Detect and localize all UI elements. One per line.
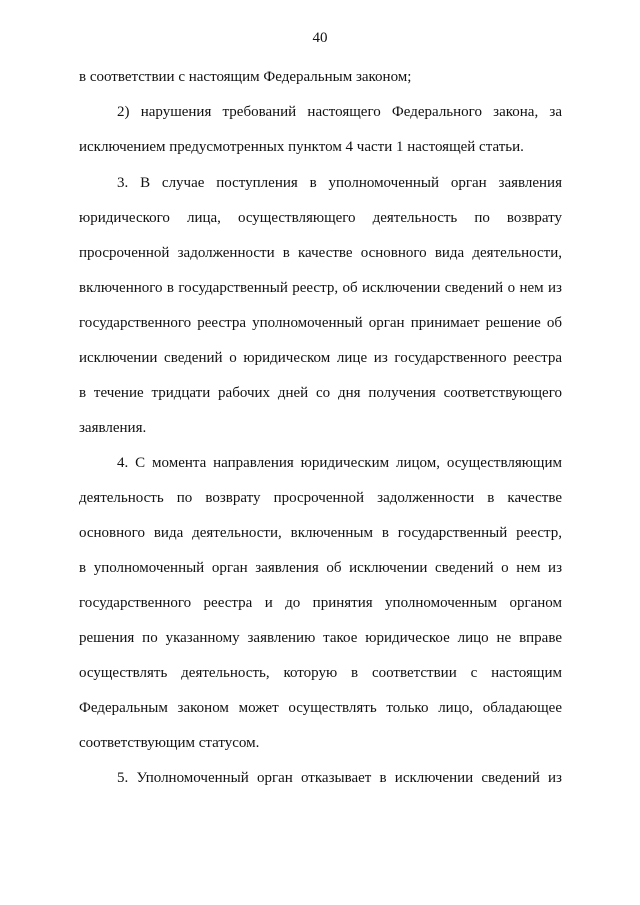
text-line: 5. Уполномоченный орган отказывает в исключении сведений из: [117, 770, 562, 786]
text-line: осуществлять деятельность, которую в соответствии с настоящим: [79, 665, 562, 681]
text-line: основного вида деятельности, включенным в государственный реестр,: [79, 525, 562, 541]
text-line: государственного реестра уполномоченный орган принимает решение об: [79, 315, 562, 331]
text-line: соответствующим статусом.: [79, 735, 260, 751]
text-line: решения по указанному заявлению такое юридическое лицо не вправе: [79, 630, 562, 646]
text-line: юридического лица, осуществляющего деятельность по возврату: [79, 210, 562, 226]
text-line: просроченной задолженности в качестве основного вида деятельности,: [79, 245, 562, 261]
text-line: включенного в государственный реестр, об исключении сведений о нем из: [79, 280, 562, 296]
text-line: Федеральным законом может осуществлять только лицо, обладающее: [79, 700, 562, 716]
text-line: 3. В случае поступления в уполномоченный орган заявления: [117, 175, 562, 191]
page-number: 40: [312, 30, 328, 46]
text-line: в уполномоченный орган заявления об исключении сведений о нем из: [79, 560, 562, 576]
text-line: в соответствии с настоящим Федеральным законом;: [79, 69, 412, 85]
text-line: исключении сведений о юридическом лице из государственного реестра: [79, 350, 562, 366]
text-line: 4. С момента направления юридическим лицом, осуществляющим: [117, 455, 562, 471]
text-line: в течение тридцати рабочих дней со дня получения соответствующего: [79, 385, 562, 401]
text-line: исключением предусмотренных пунктом 4 части 1 настоящей статьи.: [79, 139, 524, 155]
text-line: государственного реестра и до принятия уполномоченным органом: [79, 595, 562, 611]
text-line: 2) нарушения требований настоящего Федерального закона, за: [117, 104, 562, 120]
text-line: заявления.: [79, 420, 147, 436]
text-line: деятельность по возврату просроченной задолженности в качестве: [79, 490, 562, 506]
